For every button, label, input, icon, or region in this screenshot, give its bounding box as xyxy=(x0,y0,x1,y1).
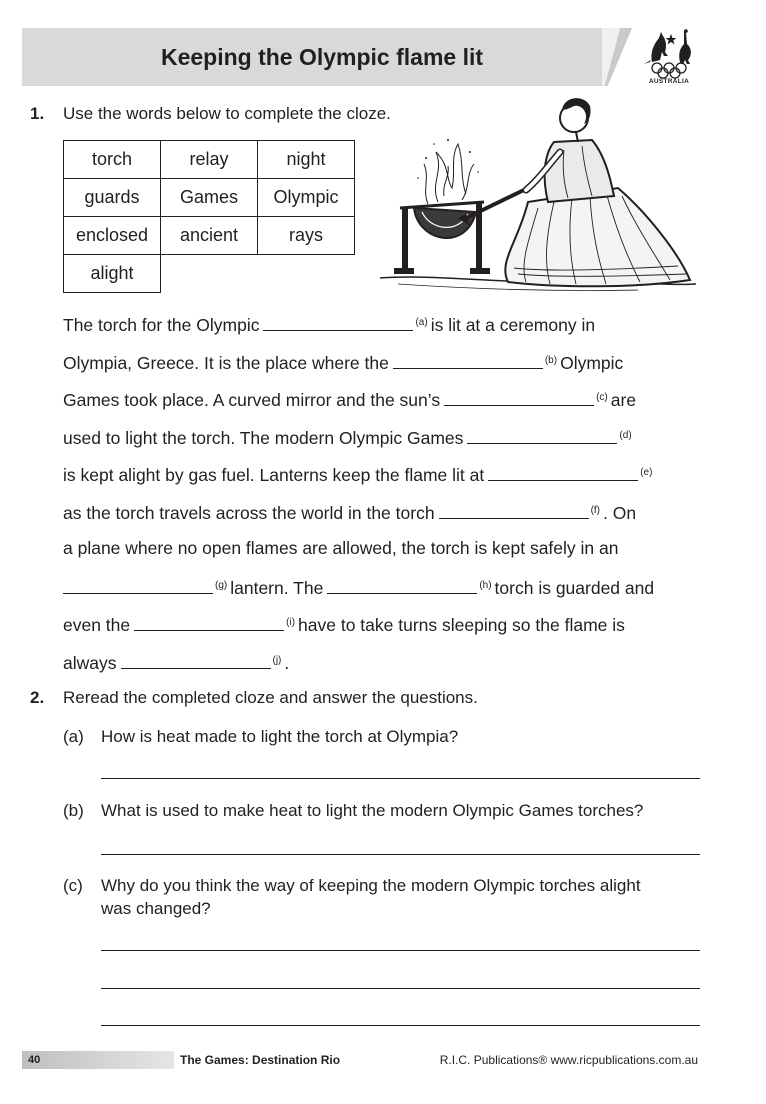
answer-line[interactable] xyxy=(101,854,700,855)
word-bank-row xyxy=(64,179,355,217)
cloze-text: as the torch travels across the world in the torch xyxy=(63,503,435,523)
answer-line[interactable] xyxy=(101,1025,700,1026)
word-cell: night xyxy=(258,141,355,179)
sub-question-text: How is heat made to light the torch at Olympia? xyxy=(101,727,459,746)
cloze-text: The torch for the Olympic xyxy=(63,315,260,335)
blank-i[interactable] xyxy=(134,615,284,631)
cloze-text: a plane where no open flames are allowed, the torch is kept safely in an xyxy=(63,538,619,558)
blank-label: (a) xyxy=(415,317,428,328)
blank-label: (g) xyxy=(215,580,228,591)
blank-label: (h) xyxy=(479,580,492,591)
cloze-text: are xyxy=(610,390,637,410)
sub-question-letter: (c) xyxy=(63,876,83,895)
word-bank-row xyxy=(64,217,355,255)
answer-line[interactable] xyxy=(101,950,700,951)
cloze-line-10 xyxy=(63,649,289,673)
cloze-line-8 xyxy=(63,574,654,598)
sub-question-letter: (a) xyxy=(63,727,84,746)
word-bank-table xyxy=(63,140,355,293)
cloze-text: Olympic xyxy=(560,353,624,373)
word-cell: relay xyxy=(161,141,258,179)
cloze-text: . xyxy=(284,653,290,673)
word-cell: alight xyxy=(64,255,161,293)
cloze-line-2 xyxy=(63,349,623,373)
cloze-text: is kept alight by gas fuel. Lanterns keep the flame lit at xyxy=(63,465,485,485)
sub-question-text-continued: was changed? xyxy=(101,899,211,918)
cloze-line-1 xyxy=(63,311,595,335)
footer-publisher: R.I.C. Publications® www.ricpublications.com.au xyxy=(439,1053,698,1067)
cloze-text: is lit at a ceremony in xyxy=(430,315,596,335)
cloze-text: torch is guarded and xyxy=(494,578,655,598)
answer-line[interactable] xyxy=(101,988,700,989)
word-cell: ancient xyxy=(161,217,258,255)
question-1-instruction: Use the words below to complete the cloze. xyxy=(63,104,391,123)
cloze-text: used to light the torch. The modern Olympic Games xyxy=(63,428,464,448)
word-cell: torch xyxy=(64,141,161,179)
cloze-line-9 xyxy=(63,611,625,635)
cloze-text: . On xyxy=(603,503,637,523)
blank-label: (e) xyxy=(640,467,653,478)
footer-book-title: The Games: Destination Rio xyxy=(180,1053,341,1067)
cloze-text: Games took place. A curved mirror and the sun’s xyxy=(63,390,441,410)
word-bank-row xyxy=(64,255,355,293)
blank-j[interactable] xyxy=(121,653,271,669)
cloze-text: always xyxy=(63,653,117,673)
blank-e[interactable] xyxy=(488,465,638,481)
word-cell: guards xyxy=(64,179,161,217)
blank-c[interactable] xyxy=(444,390,594,406)
sub-question-text: Why do you think the way of keeping the modern Olympic torches alight xyxy=(101,876,641,895)
logo-caption: AUSTRALIA xyxy=(648,78,690,85)
cloze-line-7 xyxy=(63,536,618,560)
question-2-number: 2. xyxy=(30,688,45,707)
word-cell: rays xyxy=(258,217,355,255)
page-title: Keeping the Olympic flame lit xyxy=(160,44,484,70)
blank-g[interactable] xyxy=(63,578,213,594)
empty-cell xyxy=(161,255,258,293)
blank-label: (i) xyxy=(286,617,296,628)
question-2-instruction: Reread the completed cloze and answer the questions. xyxy=(63,688,478,707)
question-1-number: 1. xyxy=(30,104,45,123)
cloze-text: even the xyxy=(63,615,131,635)
blank-label: (b) xyxy=(544,355,558,366)
blank-b[interactable] xyxy=(393,353,543,369)
blank-d[interactable] xyxy=(467,428,617,444)
answer-line[interactable] xyxy=(101,778,700,779)
cloze-text: Olympia, Greece. It is the place where the xyxy=(63,353,389,373)
sub-question-text: What is used to make heat to light the modern Olympic Games torches? xyxy=(101,801,644,820)
cloze-line-4 xyxy=(63,424,635,448)
priestess-lighting-torch-illustration xyxy=(378,92,700,298)
cloze-line-6 xyxy=(63,499,636,523)
sub-question-letter: (b) xyxy=(63,801,84,820)
blank-h[interactable] xyxy=(327,578,477,594)
blank-label: (c) xyxy=(596,392,608,403)
word-cell: enclosed xyxy=(64,217,161,255)
blank-a[interactable] xyxy=(263,315,413,331)
word-cell: Olympic xyxy=(258,179,355,217)
footer-bar xyxy=(22,1051,174,1069)
cloze-text: lantern. The xyxy=(230,578,324,598)
cloze-text: have to take turns sleeping so the flame is xyxy=(298,615,625,635)
blank-label: (d) xyxy=(619,430,632,441)
page-number: 40 xyxy=(28,1054,41,1066)
blank-f[interactable] xyxy=(439,503,589,519)
blank-label: (f) xyxy=(590,505,601,516)
word-cell: Games xyxy=(161,179,258,217)
empty-cell xyxy=(258,255,355,293)
blank-label: (j) xyxy=(272,655,282,666)
word-bank-row xyxy=(64,141,355,179)
cloze-line-3 xyxy=(63,386,636,410)
cloze-line-5 xyxy=(63,461,655,485)
